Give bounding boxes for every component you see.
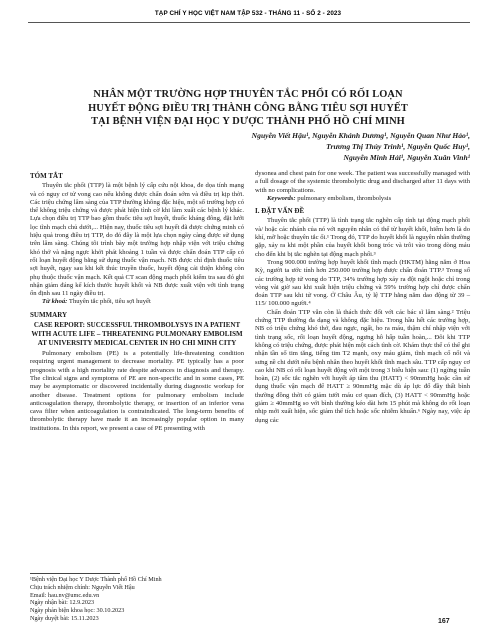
journal-header: TẠP CHÍ Y HỌC VIỆT NAM TẬP 532 - THÁNG 11 - SỐ 2 - 2023	[154, 10, 342, 17]
accepted-date: Ngày duyệt bài: 15.11.2023	[30, 614, 99, 622]
title-line: TẠI BỆNH VIỆN ĐẠI HỌC Y DƯỢC THÀNH PHỐ HỒ CHÍ MINH	[91, 116, 405, 127]
author-line: Nguyễn Viết Hậu¹, Nguyễn Khánh Dương¹, Nguyễn Quan Như Hảo¹,	[251, 131, 470, 140]
email: Email: hau.nv@umc.edu.vn	[30, 591, 100, 599]
title-line: HUYẾT ĐỘNG ĐIỀU TRỊ THÀNH CÔNG BẰNG TIÊU SỢI HUYẾT	[88, 102, 408, 114]
corresponding-author: Chịu trách nhiệm chính: Nguyễn Viết Hậu	[30, 583, 135, 591]
article-title	[30, 88, 466, 129]
footnote	[30, 573, 244, 623]
case-report-title: CASE REPORT: SUCCESSFUL THROMBOLYSYS IN A PATIENT WITH ACUTE LIFE – THREATENING PULMONARY EMBOLISM AT UNIVERSITY MEDICAL CENTER IN HO CHI MINH CITY	[31, 321, 243, 348]
keywords-en-text: pulmonary embolism, thrombolysis	[297, 194, 392, 202]
review-date: Ngày phản biện khoa học: 30.10.2023	[30, 607, 125, 615]
author-line: Trương Thị Thúy Trinh¹, Nguyễn Quốc Huy¹,	[326, 142, 470, 151]
right-column	[255, 170, 470, 425]
section-1-heading: I. ĐẶT VẤN ĐỀ	[255, 207, 305, 216]
summary-heading: SUMMARY	[30, 310, 68, 319]
intro-paragraph-1: Thuyên tắc phổi (TTP) là tình trạng tắc nghẽn cấp tính tại động mạch phổi và/ hoặc các nhánh của nó với nguyên nhân có thể từ huyết khối, hiếm hơn là do khí, mỡ hoặc thuyên tắc ối.¹ Trong đó, TTP do huyết khối là nguyên nhân thường gặp, xảy ra khi một phần của huyết khối bong tróc và trôi vào trong dòng máu cho đến khi bị tắc nghẽn tại động mạch phổi.³	[255, 217, 470, 258]
keywords-en-label: Keywords:	[267, 194, 296, 202]
intro-paragraph-3: Chẩn đoán TTP vẫn còn là thách thức đối với các bác sĩ lâm sàng.² Triệu chứng TTP thường đa dạng và không đặc hiệu. Trong hầu hết các trường hợp, NB có triệu chứng khó thở, đau ngực, ngất, ho ra máu, thậm chí nhập viện với tình trạng sốc, rối loạn huyết động, ngưng hô hấp tuần hoàn,... Đôi khi TTP không có triệu chứng, được phát hiện một cách tình cờ. Khám thực thể có thể ghi nhận tần số tim tăng, tiếng tim T2 mạnh, oxy máu giảm, tĩnh mạch cổ nổi và sưng nề chi dưới nếu bệnh nhân theo huyết khối tĩnh mạch sâu. TTP cấp nguy cơ cao khi NB có rối loạn huyết động với một trong 3 biểu hiện sau: (1) ngừng tuần hoàn, (2) sốc tắc nghẽn với huyết áp tâm thu (HATT) < 90mmHg hoặc cần sử dụng thuốc vận mạch để HATT ≥ 90mmHg mặc dù áp lực đổ đầy thất bình thường đồng thời có giảm tưới máu cơ quan đích, (3) HATT < 90mmHg hoặc giảm ≥ 40mmHg so với bình thường kéo dài hơn 15 phút mà không do rối loạn nhịp mới xuất hiện, sốc giảm thể tích hoặc sốc nhiễm khuẩn.⁶ Ngày nay, việc áp dụng các	[255, 308, 470, 424]
affiliation: ¹Bệnh viện Đại học Y Dược Thành phố Hồ Chí Minh	[30, 576, 162, 583]
keywords-vi	[30, 298, 244, 306]
abstract-text: Thuyên tắc phổi (TTP) là một bệnh lý cấp cứu nội khoa, đe dọa tính mạng và có nguy cơ tử vong cao nếu không được chẩn đoán sớm và điều trị kịp thời. Các triệu chứng lâm sàng của TTP thường không đặc hiệu, một số trường hợp có thể không triệu chứng và được phát hiện tình cờ khi làm xuất các bệnh lý khác. Lựa chọn điều trị TTP bao gồm thuốc tiêu sợi huyết, thuốc kháng đông, đặt lưới lọc tĩnh mạch chủ dưới,... Hiện nay, thuốc tiêu sợi huyết đã được chứng minh có hiệu quả trong điều trị TTP, do đó đây là một lựa chọn ngày càng được sử dụng trên lâm sàng. Chúng tôi trình bày một trường hợp nhập viện với triệu chứng khó thở và nặng ngực khởi phát khoảng 1 tuần và được chẩn đoán TTP cấp có rối loạn huyết động bằng sử dụng thuốc vận mạch. NB được chỉ định thuốc tiêu sợi huyết, ngay sau khi kết thúc truyền thuốc, huyết động cải thiện không còn phụ thuộc thuốc vận mạch. Kết quả CT scan động mạch phổi kiểm tra sau đó ghi nhận giảm đáng kể kích thước huyết khối và NB được xuất viện với tình trạng ổn định sau 11 ngày điều trị.	[30, 182, 244, 298]
author-list	[150, 130, 470, 163]
footnote-rule	[30, 573, 120, 574]
received-date: Ngày nhận bài: 12.9.2023	[30, 599, 95, 607]
summary-text: Pulmonary embolism (PE) is a potentially life-threatening condition requiring urgent management to decrease mortality. PE typically has a poor prognosis with a high mortality rate despite advances in diagnosis and therapy. The clinical signs and symptoms of PE are non-specific and in some cases, PE may be asymptomatic or discovered incidentally during diagnostic workup for another disease. Treatment options for pulmonary embolism include anticoagulation therapy, thrombolytic therapy, or insertion of an inferior vena cava filter when anticoagulation is contraindicated. The long-term benefits of thrombolytic therapy have made it an increasingly popular option in many institutions. In this report, we present a case of PE presenting with	[30, 350, 244, 432]
page-number: 167	[438, 618, 450, 625]
keywords-en	[255, 195, 470, 203]
title-line: NHÂN MỘT TRƯỜNG HỢP THUYÊN TẮC PHỔI CÓ RỐI LOẠN	[93, 89, 403, 100]
summary-continued: dysonea and chest pain for one week. The patient was successfully managed with a full dosage of the systemic thrombolytic drug and discharged after 11 days with with no complications.	[255, 170, 470, 194]
keywords-vi-label: Từ khoá:	[42, 298, 68, 306]
intro-paragraph-2: Trong 900.000 trường hợp huyết khối tĩnh mạch (HKTM) hằng năm ở Hoa Kỳ, người ta ước tính hơn 250.000 trường hợp được chẩn đoán TTP.³ Trong số các trường hợp tử vong do TTP, 34% trường hợp xảy ra đột ngột hoặc chỉ trong vòng vài giờ sau khi xuất hiện triệu chứng và 59% trường hợp chỉ được chẩn đoán TTP sau khi tử vong. Ở Châu Âu, tỷ lệ TTP hằng năm dao động từ 39 – 115/ 100.000 người.⁴	[255, 258, 470, 308]
keywords-vi-text: Thuyên tắc phổi, tiêu sợi huyết	[68, 298, 151, 306]
left-column	[30, 170, 244, 433]
header-rule	[28, 22, 470, 23]
abstract-heading: TÓM TẮT	[30, 172, 63, 180]
author-line: Nguyễn Minh Hải¹, Nguyễn Xuân Vinh¹	[343, 153, 470, 162]
